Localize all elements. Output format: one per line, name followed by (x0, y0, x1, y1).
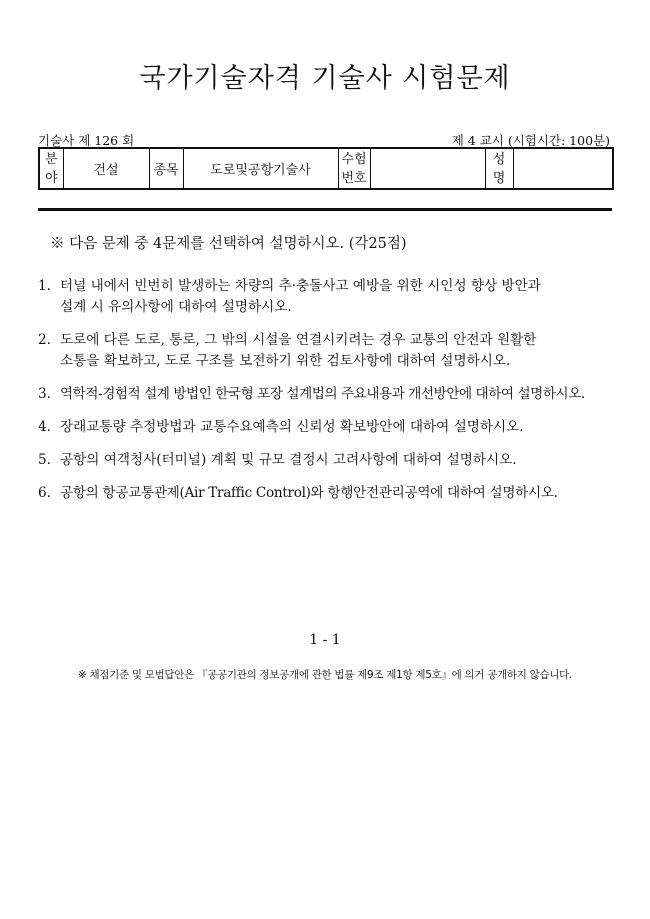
question-text: 공항의 여객청사(터미널) 계획 및 규모 결정시 고려사항에 대하여 설명하시오. (60, 452, 517, 468)
exam-meta-row (38, 131, 612, 147)
category-value: 도로및공항기술사 (183, 148, 338, 189)
question-item (38, 483, 618, 504)
question-number: 1. (38, 278, 51, 294)
name-field[interactable] (513, 148, 613, 189)
exam-info-table (38, 147, 614, 190)
question-text: 도로에 다른 도로, 통로, 그 밖의 시설을 연결시키려는 경우 교통의 안전과 원활한 소통을 확보하고, 도로 구조를 보전하기 위한 검토사항에 대하여 설명하시오. (60, 332, 537, 369)
exam-number-label: 수험 번호 (338, 148, 370, 189)
question-list (38, 276, 618, 516)
question-item (38, 330, 618, 372)
question-item (38, 417, 618, 438)
exam-number-field[interactable] (370, 148, 485, 189)
question-item (38, 276, 618, 318)
exam-round: 기술사 제 126 회 (38, 133, 135, 148)
question-text: 터널 내에서 빈번히 발생하는 차량의 추·충돌사고 예방을 위한 시인성 향상 방안과 설계 시 유의사항에 대하여 설명하시오. (60, 278, 541, 315)
field-value: 건설 (63, 148, 149, 189)
page-number: 1 - 1 (309, 632, 341, 648)
question-item (38, 450, 618, 471)
question-number: 5. (38, 452, 51, 468)
question-text: 역학적-경험적 설계 방법인 한국형 포장 설계법의 주요내용과 개선방안에 대하여 설명하시오. (60, 386, 585, 402)
question-item (38, 384, 618, 405)
name-label: 성 명 (485, 148, 513, 189)
header-divider (38, 208, 612, 211)
question-number: 6. (38, 485, 51, 501)
question-number: 3. (38, 386, 51, 402)
session-time: 제 4 교시 (시험시간: 100분) (451, 133, 610, 148)
category-label: 종목 (149, 148, 183, 189)
field-label: 분 야 (39, 148, 63, 189)
footer-note: ※ 채점기준 및 모범답안은 『공공기관의 정보공개에 관한 법률 제9조 제1항 제5호』에 의거 공개하지 않습니다. (77, 669, 573, 681)
instruction-text: ※ 다음 문제 중 4문제를 선택하여 설명하시오. (각25점) (50, 236, 407, 252)
question-number: 2. (38, 332, 51, 348)
question-number: 4. (38, 419, 51, 435)
question-text: 장래교통량 추정방법과 교통수요예측의 신뢰성 확보방안에 대하여 설명하시오. (60, 419, 524, 435)
question-text: 공항의 항공교통관제(Air Traffic Control)와 항행안전관리공역에 대하여 설명하시오. (60, 485, 558, 501)
page-title: 국가기술자격 기술사 시험문제 (139, 63, 511, 94)
